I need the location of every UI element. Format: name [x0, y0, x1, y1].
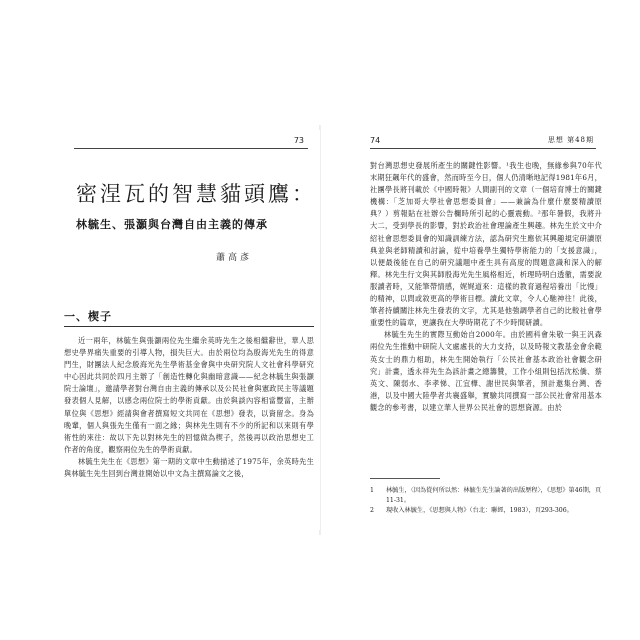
footnote	[370, 506, 602, 516]
article-subtitle: 林毓生、張灝與台灣自由主義的傳承	[76, 218, 268, 231]
article-title-block	[76, 178, 316, 232]
section-heading: 一、楔子	[64, 310, 112, 323]
body-text	[370, 160, 602, 414]
footnote-number: 1	[370, 487, 374, 494]
header-rule	[370, 148, 596, 149]
paragraph: 對台灣思想史發展所產生的關鍵性影響。¹我生也晚，無緣參與70年代末期狂飆年代的盛會，然而時至今日，個人仍清晰地記得1981年6月，社團學長將刊載於《中國時報》人間副刊的文章（一個培育博士的關鍵機構：「芝加哥大學社會思想委員會」——兼論為什麼什麼要精讀原典？）剪報貼在社辦公告欄時所引起的心靈震動。²那年暑假，我將升大二，受到學長的影響，對於政治社會理論產生興趣。林先生於文中介紹社會思想委員會的知識訓練方法，認為研究生應依其興趣規定研讀原典並與老師精讀和討論，從中培養學生獨特學術能力的「支援意識」，以便最後能在自己的研究議題中產生具有高度的問題意識和深入的解釋。林先生行文與其師殷海光先生風格相近，析理時明白透徹，需要說服讀者時，又能筆帶情感，娓娓道來：這樣的教育過程培養出「比慢」的精神，以問或敘更高的學術目標。讀此文章，令人心馳神往！此後，筆者持續關注林先生發表的文字，尤其是他強調學者自己的比較社會學重要性的篇章，更讓我在大學時期花了不少時間研讀。	[370, 161, 602, 328]
paragraph: 近一兩年，林毓生與張灝兩位先生繼余英時先生之後相繼辭世，華人思想史學界痛失重要的引導人物，損失巨大。由於兩位均為殷海光先生的得意門生，財團法人紀念殷海光先生學術基金會與中央研究院人文社會科學研究中心因此共同於四月主辦了「創造性轉化與幽暗意識——紀念林毓生與張灝院士論壇」，邀請學者對台灣自由主義的傳承以及公民社會與憲政民主等議題發表個人見解，以感念兩位院士的學術貢獻。由於與談內容相當豐富，主辦單位與《思想》經請與會者撰寫短文共同在《思想》發表，以資留念。身為晚輩，個人與張先生僅有一面之緣；與林先生則有不少的所記和以來則有學術性的來往：故以下先以對林先生的回憶做為楔子，然後再以政治思想史工作者的角度，觀察兩位先生的學術貢獻。	[64, 336, 314, 454]
paragraph: 林毓生先生的實際互動始自2000年。由於國科會朱敬一與王汎森兩位先生推動中研院人文處處長的大力支持，以及時報文教基金會余範英女士的鼎力相助，林先生開始執行「公民社會基本政治社會觀念研究」計畫，透永祥先生為該計畫之總籌贊，工作小組則包括沈松僑、蔡英文、陳弱水、李孝悌、江宜樺、謝世民與筆者，預計邀集台灣、香港，以及中國大陸學者共襄盛舉，實驗共同撰寫一部公民社會常用基本觀念的參考書，以建立華人世界公民社會的思想資源。由於	[370, 330, 602, 412]
header-rule	[74, 148, 308, 149]
footnote-text: 林毓生，〈因為從何所以然：林毓生先生論著的出版歷程〉，《思想》第46期，頁11-31。	[386, 487, 602, 504]
article-title: 密涅瓦的智慧貓頭鷹：	[76, 182, 316, 206]
page-number: 74	[370, 136, 381, 145]
running-head: 思想 第48期	[547, 136, 594, 144]
page-number: 73	[293, 136, 304, 145]
footnote-rule	[370, 478, 440, 479]
section-rule	[64, 326, 314, 327]
body-text	[64, 335, 314, 480]
left-page	[36, 130, 320, 530]
footnote	[370, 486, 602, 506]
footnote-number: 2	[370, 507, 374, 514]
paragraph: 林毓生先生在《思想》第一期的文章中生動描述了1975年，余英時先生與林毓生先生回到台灣並開始以中文為主撰寫論文之後，	[64, 456, 314, 479]
article-author: 蕭高彥	[216, 253, 253, 263]
footnotes	[370, 486, 602, 516]
right-page	[322, 130, 608, 530]
footnote-text: 現收入林毓生，《思想與人物》（台北：聯經，1983），頁293-306。	[386, 507, 573, 514]
